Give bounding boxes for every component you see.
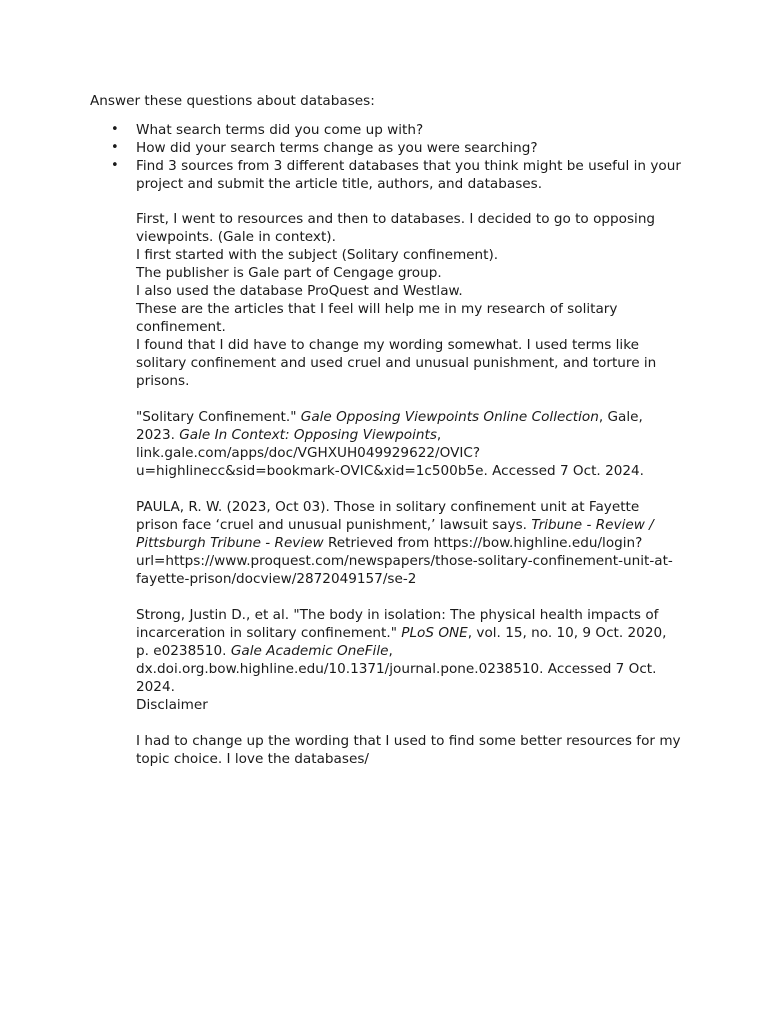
answer-paragraph: The publisher is Gale part of Cengage group.: [136, 265, 442, 281]
bullet-icon: •: [111, 140, 119, 155]
question-text: What search terms did you come up with?: [136, 122, 424, 138]
question-text: Find 3 sources from 3 different databases that you think might be useful in your project and submit the article title, authors, and databases.: [136, 158, 681, 192]
list-item: [90, 139, 690, 157]
answer-paragraph: I found that I did have to change my wording somewhat. I used terms like solitary confinement and used cruel and unusual punishment, and torture in prisons.: [136, 337, 657, 389]
bullet-icon: •: [111, 122, 119, 137]
question-text: How did your search terms change as you were searching?: [136, 140, 538, 156]
citation: "Solitary Confinement." Gale Opposing Viewpoints Online Collection, Gale, 2023. Gale In Context: Opposing Viewpoints, link.gale.com/apps/doc/VGHXUH049929622/OVIC?u=highlinecc&sid=bookmark-OVIC&xid=1c500b5e. Accessed 7 Oct. 2024.: [136, 409, 644, 479]
list-item: [90, 121, 690, 139]
list-item: [90, 157, 690, 193]
citation: Strong, Justin D., et al. "The body in isolation: The physical health impacts of incarceration in solitary confinement." PLoS ONE, vol. 15, no. 10, 9 Oct. 2020, p. e0238510. Gale Academic OneFile, dx.doi.org.bow.highline.edu/10.1371/journal.pone.0238510. Accessed 7 Oct. 2024.: [136, 607, 667, 695]
disclaimer-text: Disclaimer: [136, 697, 208, 713]
answer-paragraph: These are the articles that I feel will help me in my research of solitary confinement.: [136, 301, 618, 335]
answer-paragraph: First, I went to resources and then to databases. I decided to go to opposing viewpoints. (Gale in context).: [136, 211, 656, 245]
answer-block: [136, 210, 681, 768]
intro-text: Answer these questions about databases:: [90, 93, 375, 109]
closing-paragraph: I had to change up the wording that I used to find some better resources for my topic choice. I love the databases/: [136, 733, 681, 767]
citation: PAULA, R. W. (2023, Oct 03). Those in solitary confinement unit at Fayette prison face ‘cruel and unusual punishment,’ lawsuit says. Tribune - Review / Pittsburgh Tribune - Review Retrieved from https://bow.highline.edu/login?url=https://www.proquest.com/newspapers/those-solitary-confinement-unit-at-fayette-prison/docview/2872049157/se-2: [136, 499, 673, 587]
answer-paragraph: I first started with the subject (Solitary confinement).: [136, 247, 499, 263]
bullet-icon: •: [111, 158, 119, 173]
question-list: [90, 121, 690, 193]
answer-paragraph: I also used the database ProQuest and Westlaw.: [136, 283, 463, 299]
